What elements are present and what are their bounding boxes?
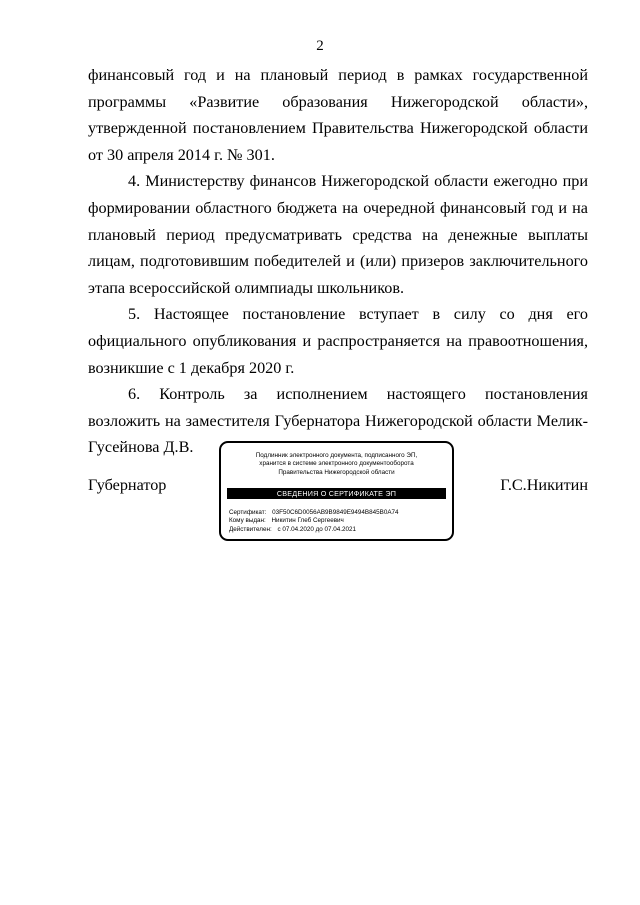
stamp-header-line: Подлинник электронного документа, подписанного ЭП,	[255, 452, 418, 459]
paragraph-item-4: 4. Министерству финансов Нижегородской области ежегодно при формировании областного бюджета на очередной финансовый год и на плановый период предусматривать средства на денежные выплаты лицам, подготовившим победителей и (или) призеров заключительного этапа всероссийской олимпиады школьников.	[88, 172, 588, 297]
issued-to-value: Никитин Глеб Сергеевич	[271, 517, 344, 525]
validity-row	[229, 526, 446, 534]
issued-to-row	[229, 517, 446, 525]
stamp-header	[229, 452, 444, 477]
paragraph-item-6: 6. Контроль за исполнением настоящего постановления возложить на заместителя Губернатора Нижегородской области Мелик-Гусейнова Д.В.	[88, 385, 588, 457]
document-body	[88, 62, 588, 461]
stamp-details	[229, 509, 446, 534]
signatory-name: Г.С.Никитин	[500, 476, 588, 494]
stamp-header-line: Правительства Нижегородской области	[278, 468, 395, 476]
stamp-header-line: хранится в системе электронного документооборота	[259, 460, 414, 468]
validity-value: с 07.04.2020 до 07.04.2021	[277, 525, 357, 533]
certificate-label: Сертификат:	[229, 509, 267, 516]
issued-to-label: Кому выдан:	[229, 517, 266, 525]
signatory-position: Губернатор	[88, 476, 167, 494]
electronic-signature-stamp	[219, 441, 454, 541]
validity-label: Действителен:	[229, 525, 272, 533]
paragraph-continuation: финансовый год и на плановый период в рамках государственной программы «Развитие образования Нижегородской области», утвержденной постановлением Правительства Нижегородской области от 30 апреля 2014 г. № 301.	[88, 66, 588, 164]
stamp-title-bar: СВЕДЕНИЯ О СЕРТИФИКАТЕ ЭП	[227, 488, 446, 499]
certificate-value: 03F50C6D0056AB9B9849E9494B845B0A74	[272, 509, 399, 516]
paragraph-item-5: 5. Настоящее постановление вступает в силу со дня его официального опубликования и распространяется на правоотношения, возникшие с 1 декабря 2020 г.	[88, 305, 588, 377]
page-number: 2	[316, 38, 324, 54]
